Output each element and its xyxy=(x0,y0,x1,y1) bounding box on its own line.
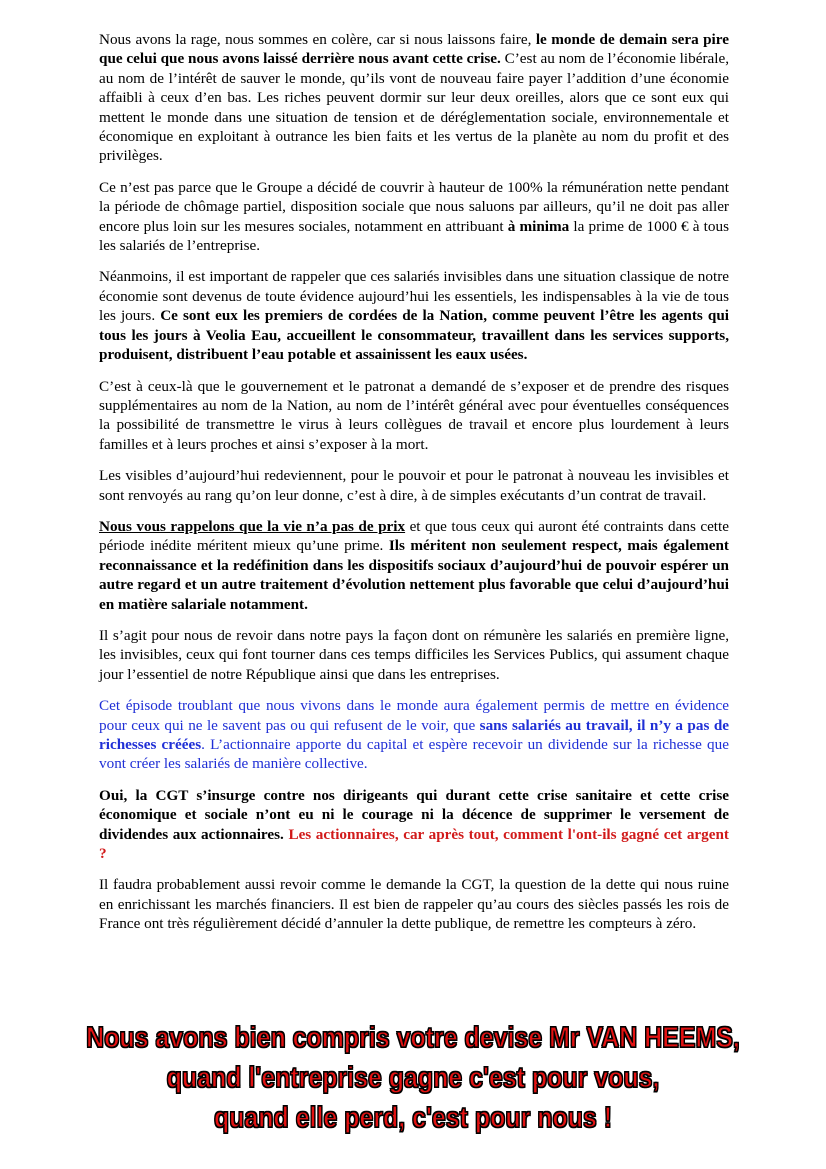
p8-bold: sans salariés au travail, il n’y a pas de richesses créées xyxy=(99,716,730,753)
paragraph-9 xyxy=(99,786,729,864)
p8-text-rest: . L’actionnaire apporte du capital et espère recevoir un dividende sur la richesse que vont créer les salariés de manière collective. xyxy=(99,736,729,773)
slogan-line-3: quand elle perd, c'est pour nous ! xyxy=(213,1102,613,1134)
paragraph-10: Il faudra probablement aussi revoir comme le demande la CGT, la question de la dette qui nous ruine en enrichissant les marchés financiers. Il est bien de rappeler qu’au cours des siècles passés les rois de France ont très régulièrement décidé d’annuler la dette publique, de remettre les compteurs à zéro. xyxy=(99,876,729,933)
p2-text: Ce n’est pas parce que le Groupe a décidé de couvrir à hauteur de 100% la rémunération nette pendant la période de chômage partiel, disposition sociale que nous saluons par ailleurs, qu’il ne doit pas aller encore plus loin sur les mesures sociales, notamment en attribuant xyxy=(99,178,729,235)
p3-text: Néanmoins, il est important de rappeler que ces salariés invisibles dans une situation classique de notre économie sont devenus de toute évidence aujourd’hui les essentiels, les indispensables à la vie de tous les jours. xyxy=(99,268,729,325)
p1-text: Nous avons la rage, nous sommes en colère, car si nous laissons faire, xyxy=(99,31,536,48)
p6-underlined: Nous vous rappelons que la vie n’a pas de prix xyxy=(99,517,406,535)
paragraph-5: Les visibles d’aujourd’hui redeviennent, pour le pouvoir et pour le patronat à nouveau les invisibles et sont renvoyés au rang qu’on leur donne, c’est à dire, à de simples exécutants d’un contrat de travail. xyxy=(99,467,729,504)
document-body xyxy=(99,30,729,946)
p6-text: et que tous ceux qui auront été contraints dans cette période inédite méritent mieux qu’une prime. xyxy=(99,517,729,555)
paragraph-7: Il s’agit pour nous de revoir dans notre pays la façon dont on rémunère les salariés en première ligne, les invisibles, ceux qui font tourner dans ces temps difficiles les Services Publics, qui assument chaque jour l’essentiel de notre République ainsi que dans les entreprises. xyxy=(99,626,729,683)
p9-bold-red: Les actionnaires, car après tout, comment l'ont-ils gagné cet argent ? xyxy=(99,825,729,863)
slogan-line-2: quand l'entreprise gagne c'est pour vous, xyxy=(166,1062,660,1094)
p1-bold: le monde de demain sera pire que celui que nous avons laissé derrière nous avant cette crise. xyxy=(99,31,729,68)
slogan-banner xyxy=(58,1018,768,1138)
paragraph-8 xyxy=(99,696,729,774)
paragraph-4: C’est à ceux-là que le gouvernement et le patronat a demandé de s’exposer et de prendre des risques supplémentaires au nom de la Nation, au nom de l’intérêt général avec pour éventuelles conséquences la possibilité de transmettre le virus à leurs collègues de travail et encore plus lourdement à leurs familles et à leurs proches et ainsi s’exposer à la mort. xyxy=(99,377,729,453)
paragraph-3 xyxy=(99,267,729,364)
p8-text: Cet épisode troublant que nous vivons dans le monde aura également permis de mettre en évidence pour ceux qui ne le savent pas ou qui refusent de le voir, que xyxy=(99,697,729,734)
p9-bold: Oui, la CGT s’insurge contre nos dirigeants qui durant cette crise sanitaire et cette crise économique et sociale n’ont eu ni le courage ni la décence de supprimer le versement de dividendes aux actionnaires. xyxy=(99,786,729,843)
slogan-line-1: Nous avons bien compris votre devise Mr VAN HEEMS, xyxy=(86,1022,740,1054)
p6-bold: Ils méritent non seulement respect, mais également reconnaissance et la redéfinition dans les dispositifs sociaux d’aujourd’hui de pouvoir espérer un autre regard et un autre traitement d’évolution nettement plus favorable que celui d’aujourd’hui en matière salariale notamment. xyxy=(99,537,729,613)
paragraph-2 xyxy=(99,178,729,256)
paragraph-1 xyxy=(99,30,729,166)
p3-bold: Ce sont eux les premiers de cordées de la Nation, comme peuvent l’être les agents qui tous les jours à Veolia Eau, accueillent le consommateur, travaillent dans les services supports, produisent, distribuent l’eau potable et assainissent les eaux usées. xyxy=(99,307,729,364)
paragraph-6 xyxy=(99,517,729,614)
p2-text-rest: la prime de 1000 € à tous les salariés de l’entreprise. xyxy=(99,217,729,255)
p1-text-rest: C’est au nom de l’économie libérale, au nom de l’intérêt de sauver le monde, qu’ils vont de nouveau faire payer l’addition d’une économie affaibli à ceux d’en bas. Les riches peuvent dormir sur leur deux oreilles, alors que ce sont eux qui mettent le monde dans une situation de tension et de déréglementation sociale, environnementale et économique en exploitant à outrance les bien faits et les vertus de la planète au nom du profit et des privilèges. xyxy=(99,50,730,165)
p2-bold: à minima xyxy=(507,217,570,235)
